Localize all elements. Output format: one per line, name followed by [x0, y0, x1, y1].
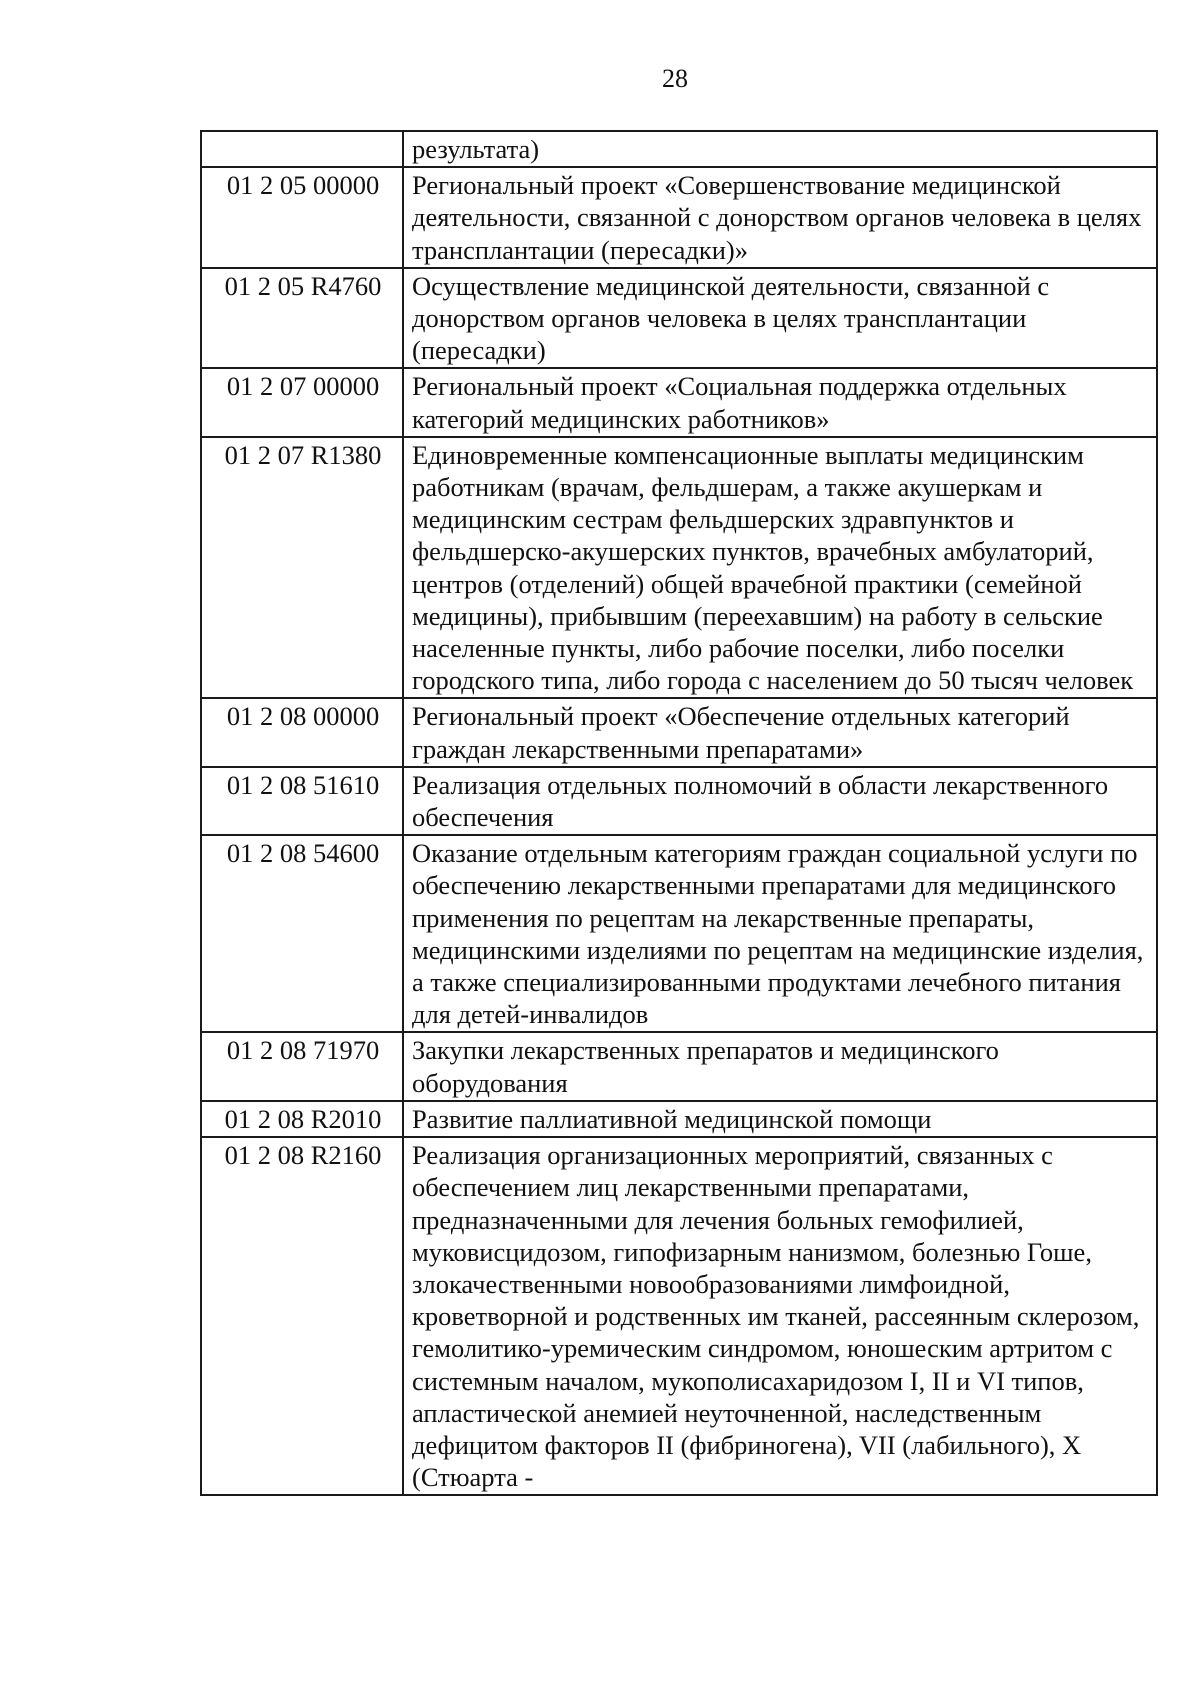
budget-classification-table: [200, 130, 1158, 1496]
row-code: 01 2 05 R4760: [201, 268, 403, 369]
row-name: Региональный проект «Социальная поддержка отдельных категорий медицинских работников»: [403, 368, 1157, 436]
row-code: 01 2 08 54600: [201, 835, 403, 1032]
table-row: [201, 835, 1157, 1032]
page-number: 28: [662, 64, 688, 93]
row-code: 01 2 05 00000: [201, 167, 403, 268]
row-code: 01 2 08 R2160: [201, 1137, 403, 1495]
row-code: 01 2 07 R1380: [201, 437, 403, 699]
row-code: 01 2 07 00000: [201, 368, 403, 436]
row-code: 01 2 08 00000: [201, 698, 403, 766]
row-name: Единовременные компенсационные выплаты медицинским работникам (врачам, фельдшерам, а также акушеркам и медицинским сестрам фельдшерских здравпунктов и фельдшерско-акушерских пунктов, врачебных амбулаторий, центров (отделений) общей врачебной практики (семейной медицины), прибывшим (переехавшим) на работу в сельские населенные пункты, либо рабочие поселки, либо поселки городского типа, либо города с населением до 50 тысяч человек: [403, 437, 1157, 699]
table-row: [201, 767, 1157, 835]
row-name: результата): [403, 131, 1157, 167]
table-row: [201, 131, 1157, 167]
row-name: Региональный проект «Совершенствование медицинской деятельности, связанной с донорством органов человека в целях трансплантации (пересадки)»: [403, 167, 1157, 268]
row-name: Закупки лекарственных препаратов и медицинского оборудования: [403, 1032, 1157, 1100]
row-name: Оказание отдельным категориям граждан социальной услуги по обеспечению лекарственными препаратами для медицинского применения по рецептам на лекарственные препараты, медицинскими изделиями по рецептам на медицинские изделия, а также специализированными продуктами лечебного питания для детей-инвалидов: [403, 835, 1157, 1032]
table-row: [201, 1101, 1157, 1137]
row-name: Реализация организационных мероприятий, связанных с обеспечением лиц лекарственными препаратами, предназначенными для лечения больных гемофилией, муковисцидозом, гипофизарным нанизмом, болезнью Гоше, злокачественными новообразованиями лимфоидной, кроветворной и родственных им тканей, рассеянным склерозом, гемолитико-уремическим синдромом, юношеским артритом с системным началом, мукополисахаридозом I, II и VI типов, апластической анемией неуточненной, наследственным дефицитом факторов II (фибриногена), VII (лабильного), X (Стюарта -: [403, 1137, 1157, 1495]
row-code: 01 2 08 R2010: [201, 1101, 403, 1137]
row-name: Реализация отдельных полномочий в области лекарственного обеспечения: [403, 767, 1157, 835]
table-row: [201, 437, 1157, 699]
row-code: 01 2 08 51610: [201, 767, 403, 835]
row-code: 01 2 08 71970: [201, 1032, 403, 1100]
row-name: Осуществление медицинской деятельности, связанной с донорством органов человека в целях трансплантации (пересадки): [403, 268, 1157, 369]
row-name: Региональный проект «Обеспечение отдельных категорий граждан лекарственными препаратами»: [403, 698, 1157, 766]
row-code: [201, 131, 403, 167]
table-row: [201, 1137, 1157, 1495]
table-row: [201, 698, 1157, 766]
table-row: [201, 368, 1157, 436]
table-row: [201, 1032, 1157, 1100]
table-row: [201, 167, 1157, 268]
table-row: [201, 268, 1157, 369]
row-name: Развитие паллиативной медицинской помощи: [403, 1101, 1157, 1137]
